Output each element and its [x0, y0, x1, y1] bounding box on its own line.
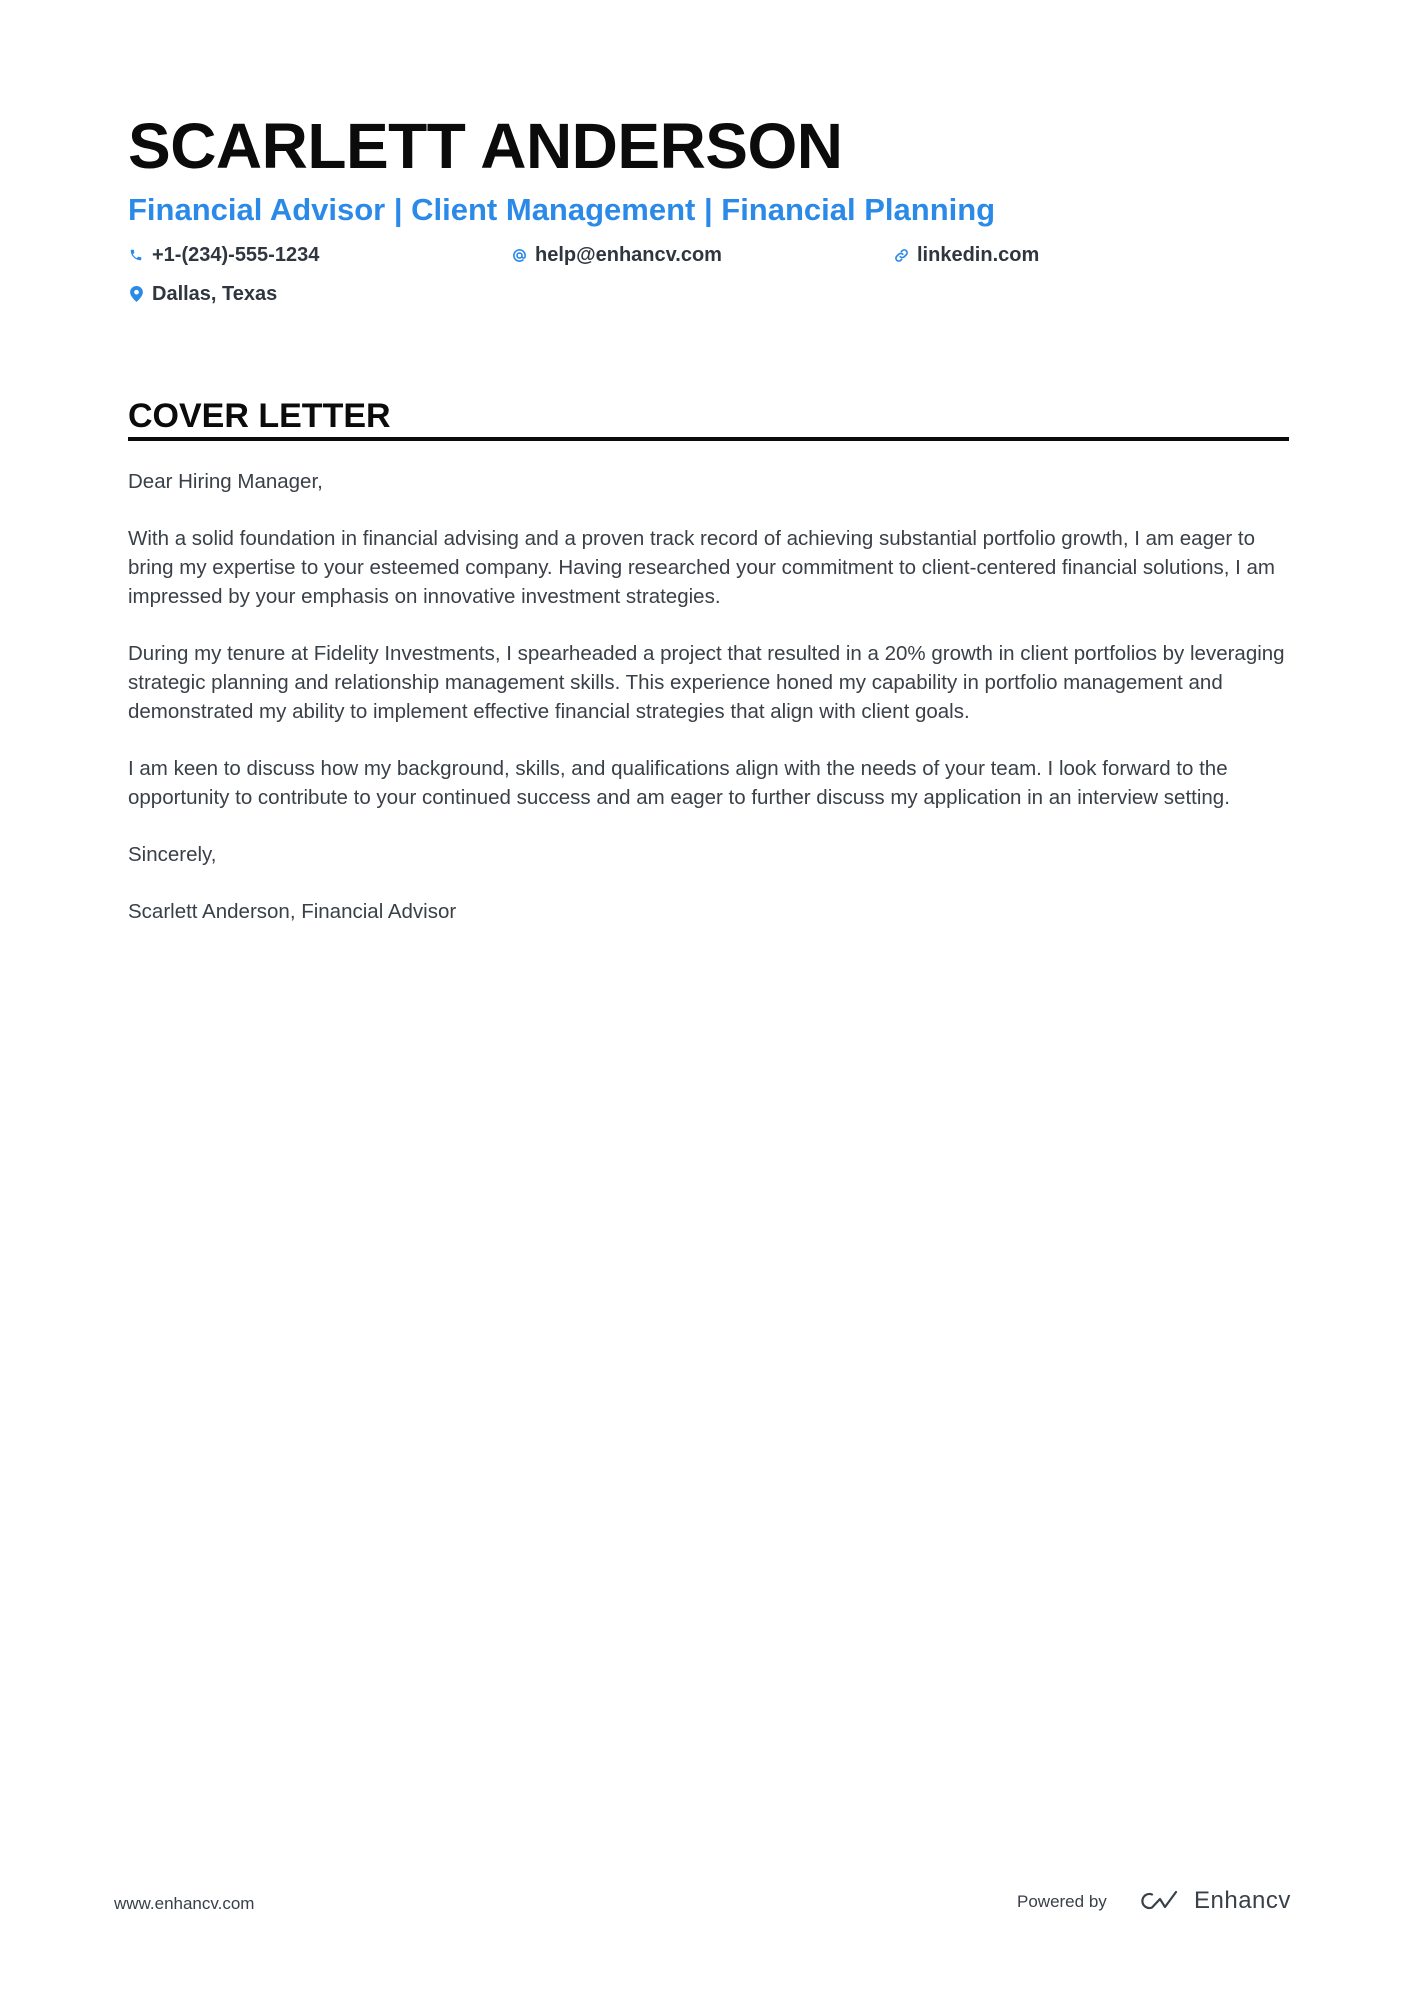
at-icon: [511, 245, 527, 265]
section-title: COVER LETTER: [128, 397, 391, 435]
contact-email: [511, 242, 722, 268]
contact-location: [128, 281, 277, 307]
candidate-headline: Financial Advisor | Client Management | Financial Planning: [128, 192, 996, 227]
location-text: Dallas, Texas: [152, 283, 278, 305]
candidate-name: SCARLETT ANDERSON: [128, 110, 843, 182]
email-text: help@enhancv.com: [535, 244, 722, 266]
link-icon: [893, 245, 909, 265]
brand-name: Enhancv: [1194, 1887, 1291, 1914]
letter-paragraph: With a solid foundation in financial advising and a proven track record of achieving substantial portfolio growth, I am eager to bring my expertise to your esteemed company. Having researched your commitment to client-centered financial solutions, I am impressed by your emphasis on innovative investment strategies.: [128, 527, 1276, 608]
location-pin-icon: [128, 284, 144, 304]
brand-logo[interactable]: [1138, 1886, 1291, 1916]
phone-text: +1-(234)-555-1234: [152, 244, 320, 266]
link-text: linkedin.com: [917, 244, 1040, 266]
letter-closing: Sincerely,: [128, 843, 217, 866]
letter-salutation: Dear Hiring Manager,: [128, 470, 323, 493]
letter-paragraph: During my tenure at Fidelity Investments, I spearheaded a project that resulted in a 20% growth in client portfolios by leveraging strategic planning and relationship management skills. This experience honed my capability in portfolio management and demonstrated my ability to implement effective financial strategies that align with client goals.: [128, 642, 1285, 723]
enhancv-logo-icon: [1138, 1889, 1184, 1913]
phone-icon: [128, 245, 144, 265]
letter-body: [128, 467, 1293, 954]
section-divider: [128, 437, 1289, 441]
contact-phone: [128, 242, 319, 268]
powered-by-label: Powered by: [1017, 1892, 1107, 1911]
letter-signature: Scarlett Anderson, Financial Advisor: [128, 900, 457, 923]
contact-link: [893, 242, 1039, 268]
footer-url[interactable]: www.enhancv.com: [114, 1894, 255, 1913]
letter-paragraph: I am keen to discuss how my background, skills, and qualifications align with the needs of your team. I look forward to the opportunity to contribute to your continued success and am eager to further discuss my application in an interview setting.: [128, 757, 1230, 809]
